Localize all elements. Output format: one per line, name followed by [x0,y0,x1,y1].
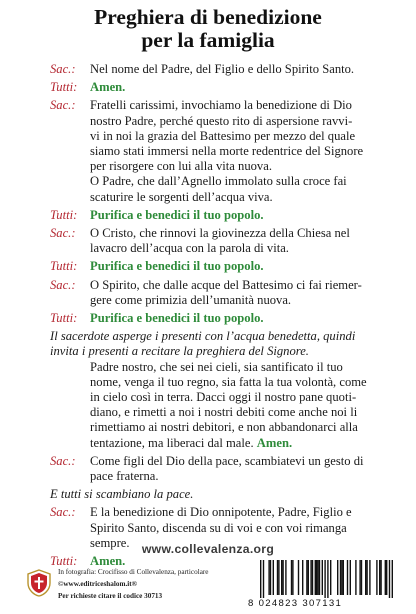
sac-text-4 [90,278,368,308]
barcode-bar [380,560,381,595]
text-line: diano, e rimetti a noi i nostri debiti come anche noi li [90,405,358,420]
barcode-bar [366,560,367,595]
text-line: scaturire le sorgenti dell’acqua viva. [90,189,273,204]
tutti-entry-4 [50,311,368,326]
text-line: Padre nostro, che sei nei cieli, sia santificato il tuo [90,359,343,374]
tutti-label: Tutti: [50,207,78,222]
prayer-text [50,62,368,569]
barcode-bar [298,560,299,595]
barcode-bar [376,560,377,595]
tutti-response-amen-2: Amen. [90,554,126,569]
barcode-bar [361,560,362,595]
barcode-bar [389,560,390,598]
text-line: rimettiamo ai nostri debitori, e non abbandonarci alla [90,420,358,435]
tutti-label: Tutti: [50,80,78,95]
barcode-bar [379,560,380,595]
text-line: Come figli del Dio della pace, scambiatevi un gesto di [90,453,364,468]
tutti-response-amen-1: Amen. [90,80,126,95]
text-line: O Cristo, che rinnovi la giovinezza della Chiesa nel [90,226,350,241]
text-line: sempre. [90,535,130,550]
barcode-number: 8 024823 307131 [248,598,343,609]
barcode-bar [277,560,278,595]
photo-credit: In fotografia: Crocifisso di Collevalenza, particolare [58,568,209,576]
barcode-bar [347,560,348,595]
barcode-bar [263,560,264,598]
text-line: vi in noi la grazia del Battesimo per mezzo del quale [90,128,356,143]
tutti-response-purifica-2: Purifica e benedici il tuo popolo. [90,259,264,274]
barcode-bar [386,560,387,595]
order-code: Per richieste citare il codice 30713 [58,592,163,600]
text-line: nostro Padre, perché questo rito di aspersione ravvi- [90,113,353,128]
text-line [90,436,368,451]
barcode-bar [385,560,386,595]
text-line: O Spirito, che dalle acque del Battesimo ci fai riemer- [90,277,362,292]
website-link[interactable]: www.collevalenza.org [141,542,275,556]
tutti-label: Tutti: [50,554,78,569]
barcode-bar [327,560,328,598]
barcode-bar [355,560,356,595]
tutti-entry-2 [50,208,368,223]
text-line-part: tentazione, ma liberaci dal male. [90,435,254,450]
barcode-bar [282,560,283,595]
tutti-entry-1 [50,80,368,95]
barcode-bar [359,560,360,595]
tutti-label: Tutti: [50,259,78,274]
publisher-info [24,566,234,606]
barcode-bar [292,560,293,595]
barcode-bar [312,560,313,595]
sac-text-5 [90,454,368,484]
sac-entry-2 [50,98,368,204]
publisher-seal-icon [24,568,54,598]
barcode-bar [285,560,286,595]
barcode-bar [306,560,307,595]
barcode-bar [350,560,351,595]
barcode-bar [281,560,282,595]
sac-label: Sac.: [50,62,76,76]
barcode-bar [365,560,366,595]
tutti-response-purifica-3: Purifica e benedici il tuo popolo. [90,311,264,326]
barcode-bar [270,560,271,595]
text-line: in cielo così in terra. Dacci oggi il nostro pane quoti- [90,390,357,405]
barcode-bar [330,560,331,595]
barcode-bar [315,560,316,595]
barcode-bar [278,560,279,595]
barcode-bar [310,560,311,595]
rubric-peace: E tutti si scambiano la pace. [50,487,194,502]
text-line: pace fraterna. [90,469,159,484]
barcode-bar [322,560,323,595]
sac-entry-5 [50,454,368,484]
title-line-2: per la famiglia [141,28,275,52]
text-line: gere come primizia dell’umanità nuova. [90,292,292,307]
barcode-bar [302,560,303,595]
text-line: O Padre, che dall’Agnello immolato sulla croce fai [90,174,347,189]
barcode [248,560,398,610]
text-line: invita i presenti a recitare la preghiera del Signore. [50,344,309,359]
text-line: siamo stati immersi nella morte redentrice del Signore [90,144,364,159]
sac-entry-4 [50,278,368,308]
page-title [0,6,416,52]
barcode-bar [340,560,341,595]
barcode-bar [308,560,309,595]
barcode-bar [291,560,292,595]
tutti-entry-3 [50,259,368,274]
barcode-bar [260,560,261,598]
tutti-label: Tutti: [50,311,78,326]
lords-prayer [50,360,368,451]
barcode-bar [319,560,320,595]
text-line: Il sacerdote asperge i presenti con l’acqua benedetta, quindi [50,329,356,344]
text-line: E la benedizione di Dio onnipotente, Padre, Figlio e [90,505,352,520]
text-line: Fratelli carissimi, invochiamo la benedizione di Dio [90,98,352,113]
sac-text-2 [90,98,368,204]
sac-text-3 [90,226,368,256]
sac-entry-1 [50,62,368,77]
sac-label: Sac.: [50,226,76,241]
sac-label: Sac.: [50,98,76,113]
text-line: nome, venga il tuo regno, sia fatta la tua volontà, come [90,374,367,389]
barcode-bar [268,560,269,595]
barcode-bar [343,560,344,595]
barcode-bar [316,560,317,595]
barcode-bar [324,560,325,598]
footer-text [58,566,248,602]
barcode-bar [341,560,342,595]
tutti-response-purifica-1: Purifica e benedici il tuo popolo. [90,207,264,222]
sac-entry-3 [50,226,368,256]
barcode-bar [317,560,318,595]
title-line-1: Preghiera di benedizione [94,5,322,29]
barcode-bar [369,560,370,595]
barcode-bar [273,560,274,595]
text-line: per risorgere con lui alla vita nuova. [90,159,272,174]
sac-label: Sac.: [50,453,76,468]
sac-label: Sac.: [50,277,76,292]
sac-text-1: Nel nome del Padre, del Figlio e dello Spirito Santo. [90,62,355,76]
text-line: Spirito Santo, discenda su di voi e con voi rimanga [90,520,347,535]
publisher-url[interactable]: ©www.editriceshalom.it® [58,580,138,588]
rubric-aspersion [50,329,368,359]
barcode-bar [392,560,393,598]
text-line: lavacro dell’acqua con la parola di vita. [90,241,289,256]
lords-prayer-amen: Amen. [256,435,293,450]
sac-label: Sac.: [50,505,76,520]
barcode-bars [248,560,398,598]
barcode-bar [337,560,338,595]
